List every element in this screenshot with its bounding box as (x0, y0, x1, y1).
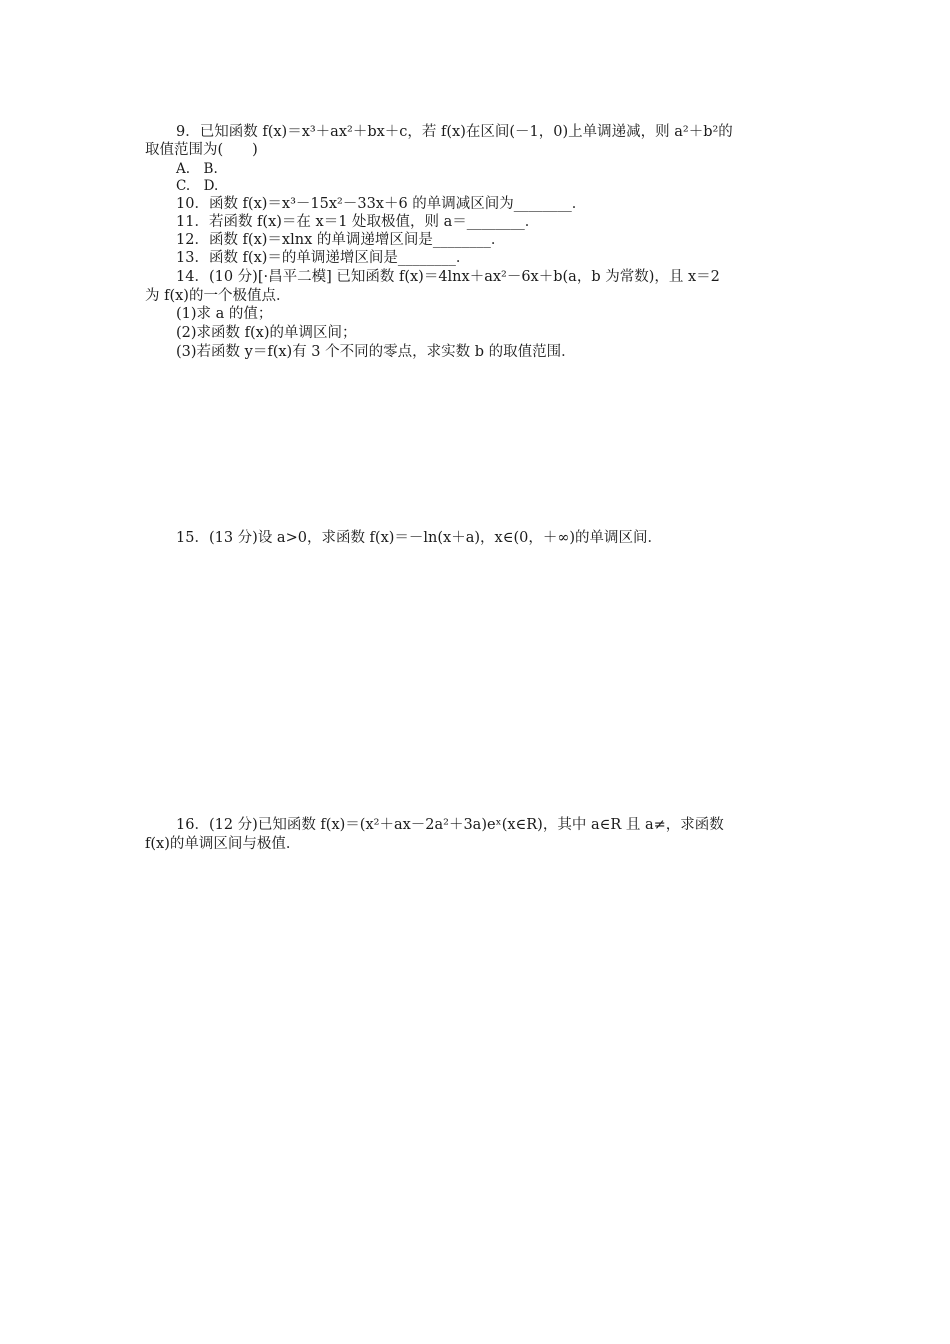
q16-line2: f(x)的单调区间与极值． (145, 836, 301, 852)
q13-text: 13．函数 f(x)＝的单调递增区间是________． (176, 250, 471, 266)
q14-part1: (1)求 a 的值； (176, 306, 273, 322)
q11-text: 11．若函数 f(x)＝在 x＝1 处取极值，则 a＝________． (176, 214, 540, 230)
q9-options-cd: C. D. (176, 178, 219, 194)
q15-text: 15．(13 分)设 a>0，求函数 f(x)＝－ln(x＋a)，x∈(0，＋∞)的单调区间． (176, 530, 663, 546)
q9-line1: 9．已知函数 f(x)＝x³＋ax²＋bx＋c，若 f(x)在区间(－1，0)上单调递减，则 a²＋b²的 (176, 124, 733, 140)
q14-part3: (3)若函数 y＝f(x)有 3 个不同的零点，求实数 b 的取值范围． (176, 344, 576, 360)
q14-part2: (2)求函数 f(x)的单调区间； (176, 325, 357, 341)
q9-options-ab: A. B. (176, 161, 218, 177)
q10-text: 10．函数 f(x)＝x³－15x²－33x＋6 的单调减区间为________． (176, 196, 587, 212)
q9-line2: 取值范围为( ) (145, 142, 258, 158)
q12-text: 12．函数 f(x)＝xlnx 的单调递增区间是________． (176, 232, 506, 248)
q14-line1: 14．(10 分)[·昌平二模] 已知函数 f(x)＝4lnx＋ax²－6x＋b(a，b 为常数)，且 x＝2 (176, 269, 720, 285)
q16-line1: 16．(12 分)已知函数 f(x)＝(x²＋ax－2a²＋3a)eˣ(x∈R)，其中 a∈R 且 a≠，求函数 (176, 817, 724, 833)
q14-line2: 为 f(x)的一个极值点． (145, 288, 291, 304)
